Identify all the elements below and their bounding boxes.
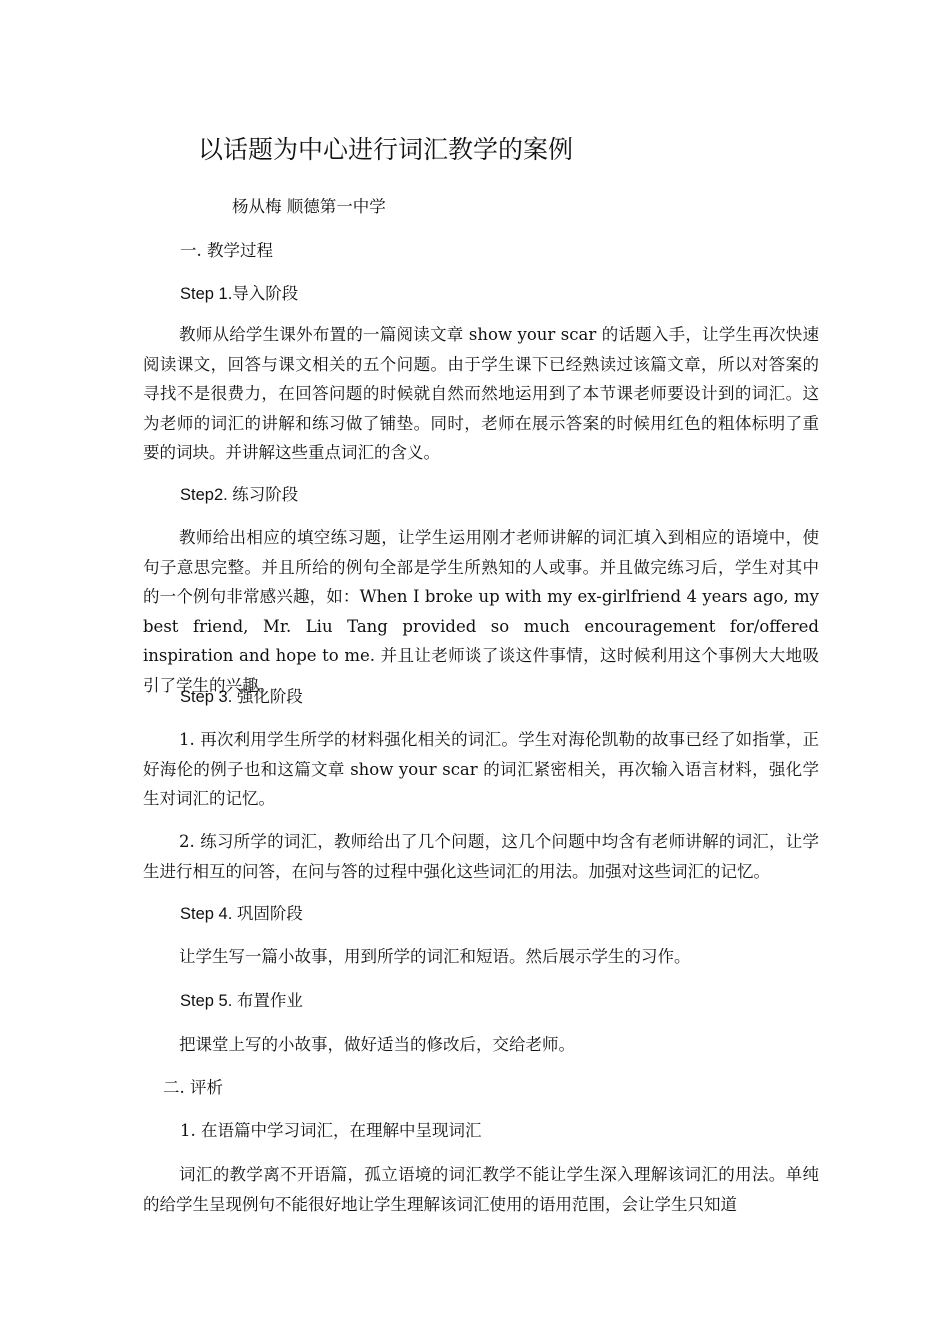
step2-paragraph: 教师给出相应的填空练习题，让学生运用刚才老师讲解的词汇填入到相应的语境中，使句子意思完整。并且所给的例句全部是学生所熟知的人或事。并且做完练习后，学生对其中的一个例句非常感兴趣，如：When I broke up with my ex-girlfriend 4 years ago, my best friend, Mr. Liu Tang provided so much encouragement for/offered inspiration and hope to me. 并且让老师谈了谈这件事情，这时候利用这个事例大大地吸引了学生的兴趣。 [143,528,819,695]
step1-heading: Step 1.导入阶段 [180,285,299,303]
step4-heading: Step 4. 巩固阶段 [180,905,303,923]
section-heading-process: 一. 教学过程 [180,241,273,260]
step2-heading: Step2. 练习阶段 [180,486,299,504]
step4-paragraph: 让学生写一篇小故事，用到所学的词汇和短语。然后展示学生的习作。 [179,947,691,966]
step5-paragraph: 把课堂上写的小故事，做好适当的修改后，交给老师。 [179,1035,575,1054]
analysis1-paragraph: 词汇的教学离不开语篇，孤立语境的词汇教学不能让学生深入理解该词汇的用法。单纯的给学生呈现例句不能很好地让学生理解该词汇使用的语用范围，会让学生只知道 [143,1165,819,1214]
step3-paragraph-1: 1. 再次利用学生所学的材料强化相关的词汇。学生对海伦凯勒的故事已经了如指掌，正好海伦的例子也和这篇文章 show your scar 的词汇紧密相关，再次输入语言材料，强化学生对词汇的记忆。 [143,730,819,808]
step1-paragraph: 教师从给学生课外布置的一篇阅读文章 show your scar 的话题入手，让学生再次快速阅读课文，回答与课文相关的五个问题。由于学生课下已经熟读过该篇文章，所以对答案的寻找不是很费力，在回答问题的时候就自然而然地运用到了本节课老师要设计到的词汇。这为老师的词汇的讲解和练习做了铺垫。同时，老师在展示答案的时候用红色的粗体标明了重要的词块。并讲解这些重点词汇的含义。 [143,325,819,462]
step3-paragraph-2: 2. 练习所学的词汇，教师给出了几个问题，这几个问题中均含有老师讲解的词汇，让学生进行相互的问答，在问与答的过程中强化这些词汇的用法。加强对这些词汇的记忆。 [143,832,819,881]
section-heading-analysis: 二. 评析 [163,1078,223,1097]
analysis1-heading: 1. 在语篇中学习词汇，在理解中呈现词汇 [180,1121,482,1140]
author-line: 杨从梅 顺德第一中学 [232,197,386,216]
step3-heading: Step 3. 强化阶段 [180,688,303,706]
document-title: 以话题为中心进行词汇教学的案例 [198,135,574,164]
step5-heading: Step 5. 布置作业 [180,992,303,1010]
